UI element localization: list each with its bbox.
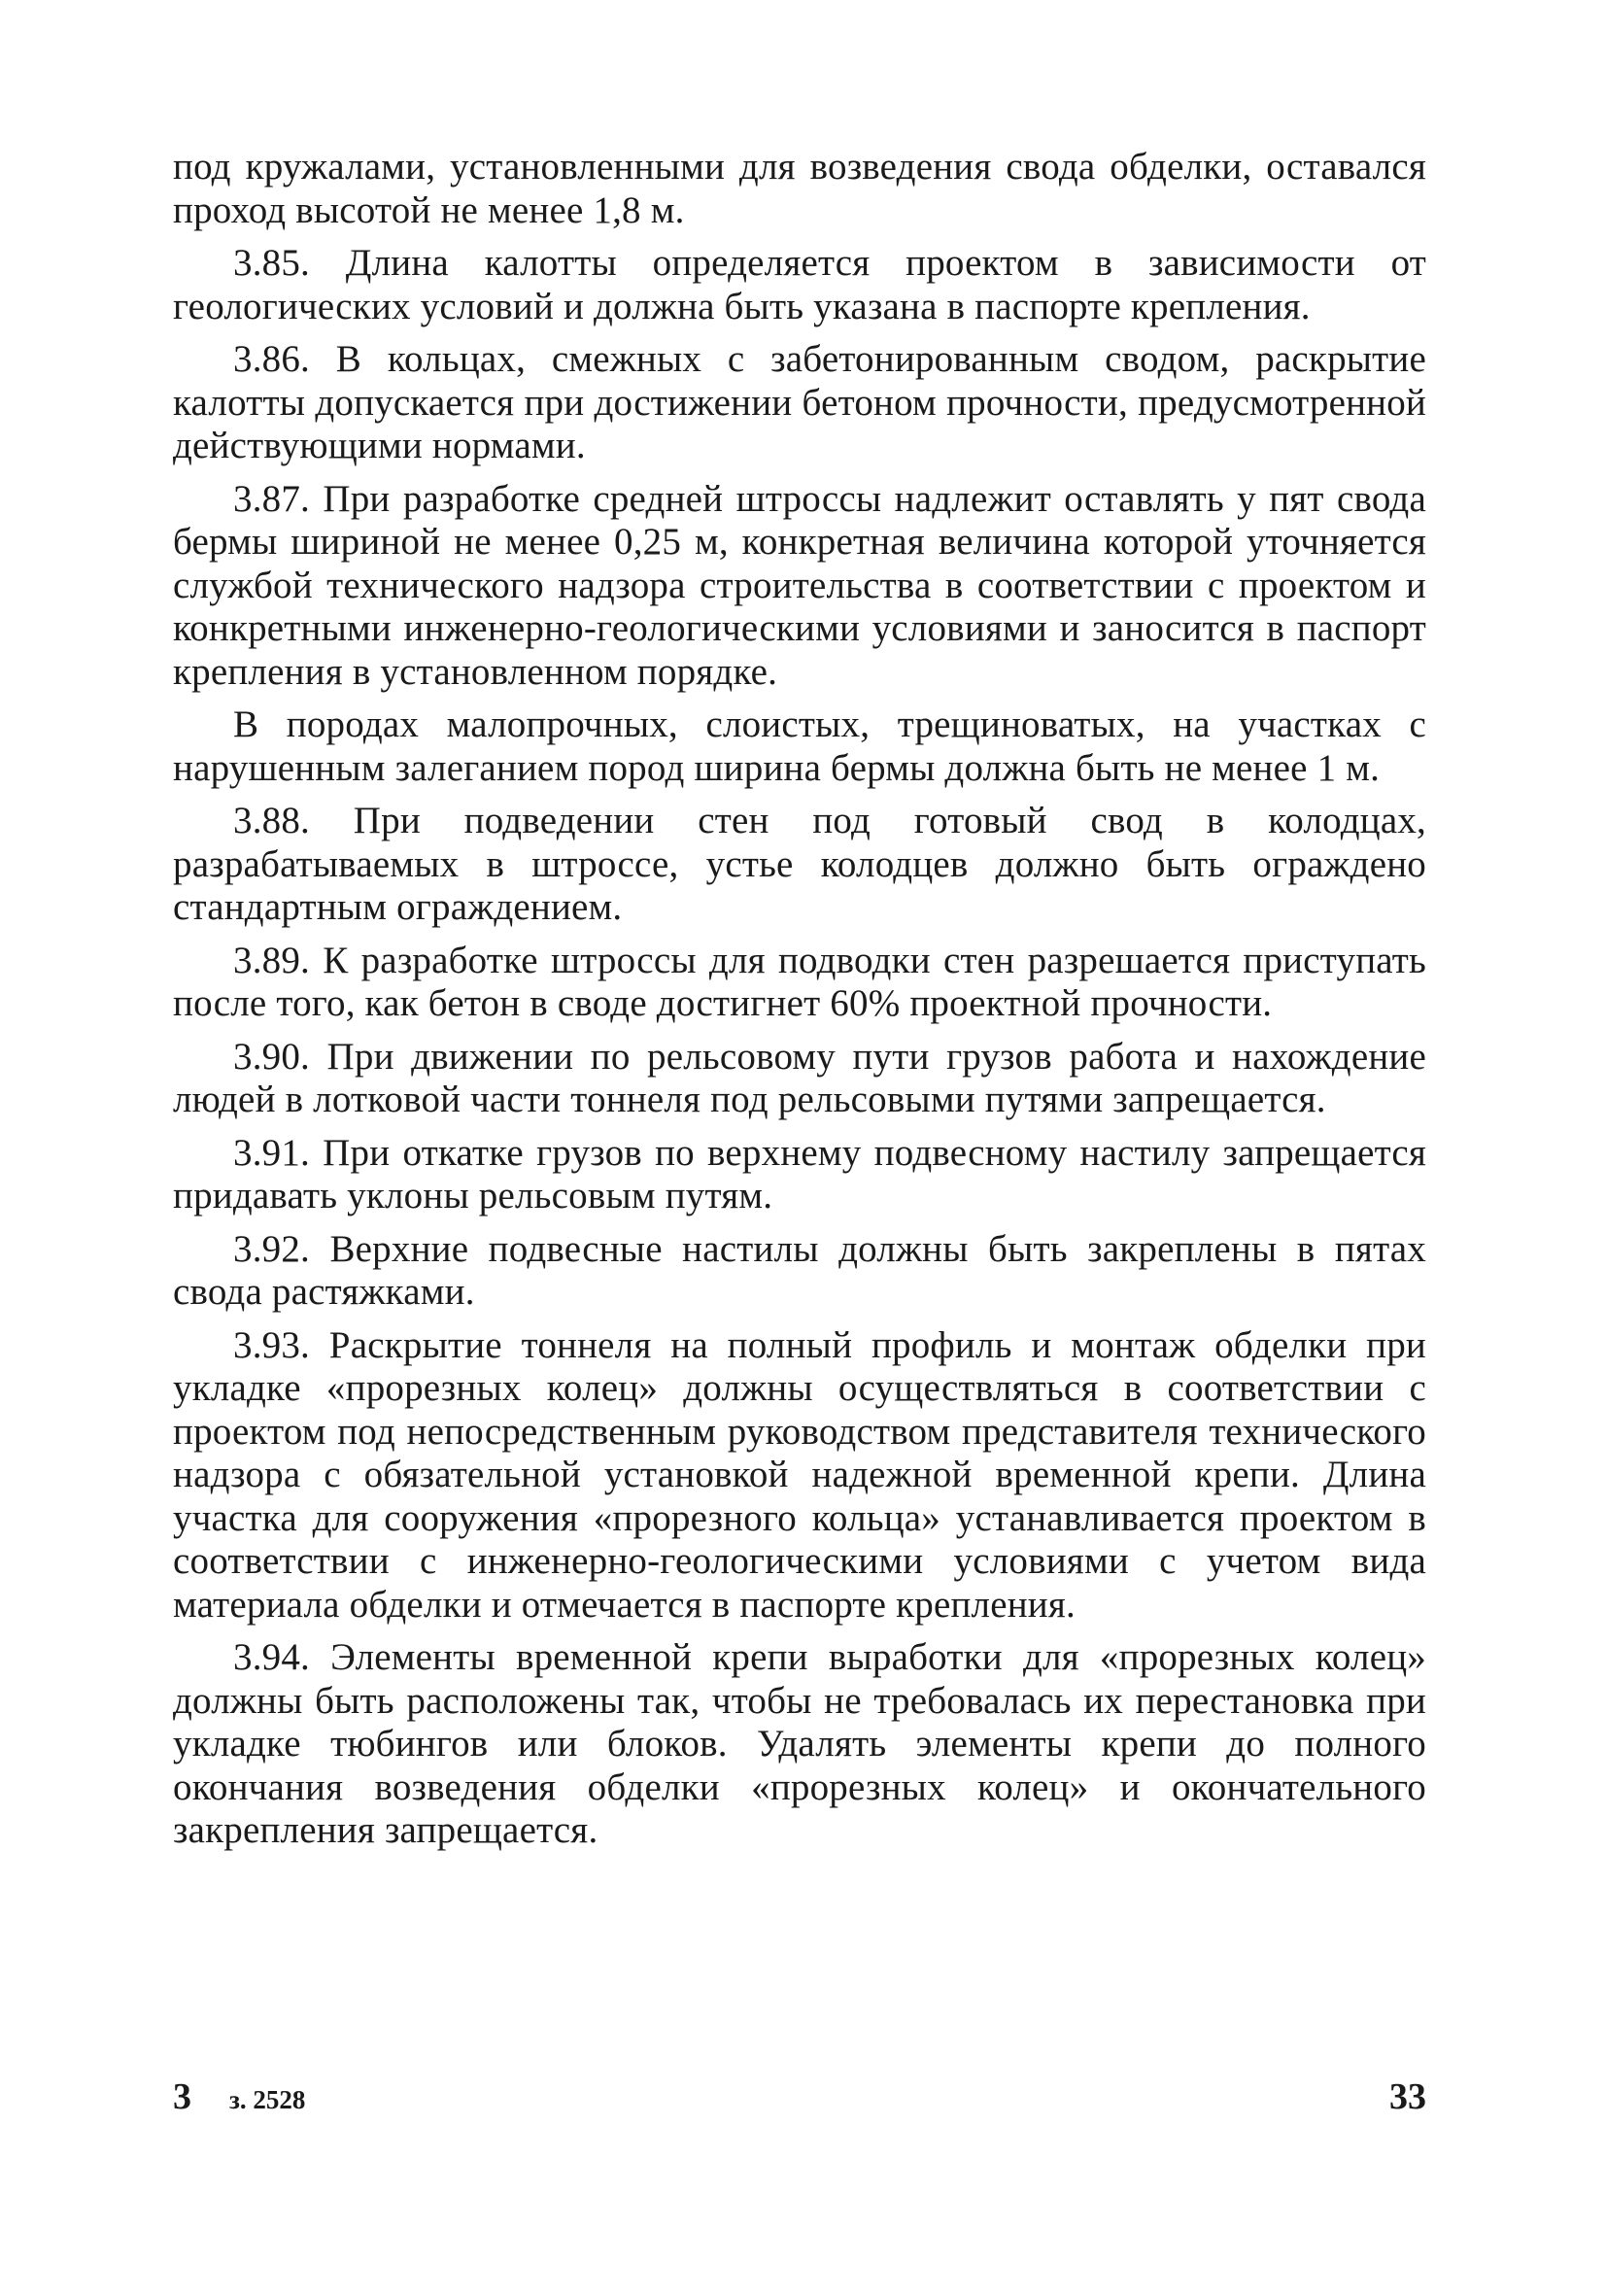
paragraph-3-86: 3.86. В кольцах, смежных с забетонированным сводом, раскрытие калотты допускается при достижении бетоном прочности, предусмотренной действующими нормами.	[173, 338, 1426, 466]
page-footer	[173, 2075, 1426, 2134]
paragraph-3-87: 3.87. При разработке средней штроссы надлежит оставлять у пят свода бермы шириной не менее 0,25 м, конкретная величина которой уточняется службой технического надзора строительства в соответствии с проектом и конкретными инженерно-геологическими условиями и заносится в паспорт крепления в установленном порядке.	[173, 477, 1426, 693]
page-body	[173, 146, 1426, 1863]
paragraph-3-89: 3.89. К разработке штроссы для подводки стен разрешается приступать после того, как бетон в своде достигнет 60% проектной прочности.	[173, 939, 1426, 1024]
paragraph-3-92: 3.92. Верхние подвесные настилы должны быть закреплены в пятах свода растяжками.	[173, 1227, 1426, 1313]
paragraph-3-93: 3.93. Раскрытие тоннеля на полный профиль и монтаж обделки при укладке «прорезных колец» должны осуществляться в соответствии с проектом под непосредственным руководством представителя технического надзора с обязательной установкой надежной временной крепи. Длина участка для сооружения «прорезного кольца» устанавливается проектом в соответствии с инженерно-геологическими условиями с учетом вида материала обделки и отмечается в паспорте крепления.	[173, 1323, 1426, 1626]
paragraph-3-85: 3.85. Длина калотты определяется проектом в зависимости от геологических условий и должна быть указана в паспорте крепления.	[173, 242, 1426, 327]
paragraph-3-87-addendum: В породах малопрочных, слоистых, трещиноватых, на участках с нарушенным залеганием пород ширина бермы должна быть не менее 1 м.	[173, 703, 1426, 789]
page-number: 33	[1389, 2076, 1426, 2117]
paragraph-continuation: под кружалами, установленными для возведения свода обделки, оставался проход высотой не менее 1,8 м.	[173, 146, 1426, 231]
print-order-number: з. 2528	[229, 2085, 306, 2114]
signature-mark: 3	[173, 2076, 191, 2117]
paragraph-3-90: 3.90. При движении по рельсовому пути грузов работа и нахождение людей в лотковой части тоннеля под рельсовыми путями запрещается.	[173, 1035, 1426, 1120]
paragraph-3-88: 3.88. При подведении стен под готовый свод в колодцах, разрабатываемых в штроссе, устье колодцев должно быть ограждено стандартным ограждением.	[173, 800, 1426, 928]
paragraph-3-94: 3.94. Элементы временной крепи выработки для «прорезных колец» должны быть расположены так, чтобы не требовалась их перестановка при укладке тюбингов или блоков. Удалять элементы крепи до полного окончания возведения обделки «прорезных колец» и окончательного закрепления запрещается.	[173, 1636, 1426, 1851]
paragraph-3-91: 3.91. При откатке грузов по верхнему подвесному настилу запрещается придавать уклоны рельсовым путям.	[173, 1131, 1426, 1217]
